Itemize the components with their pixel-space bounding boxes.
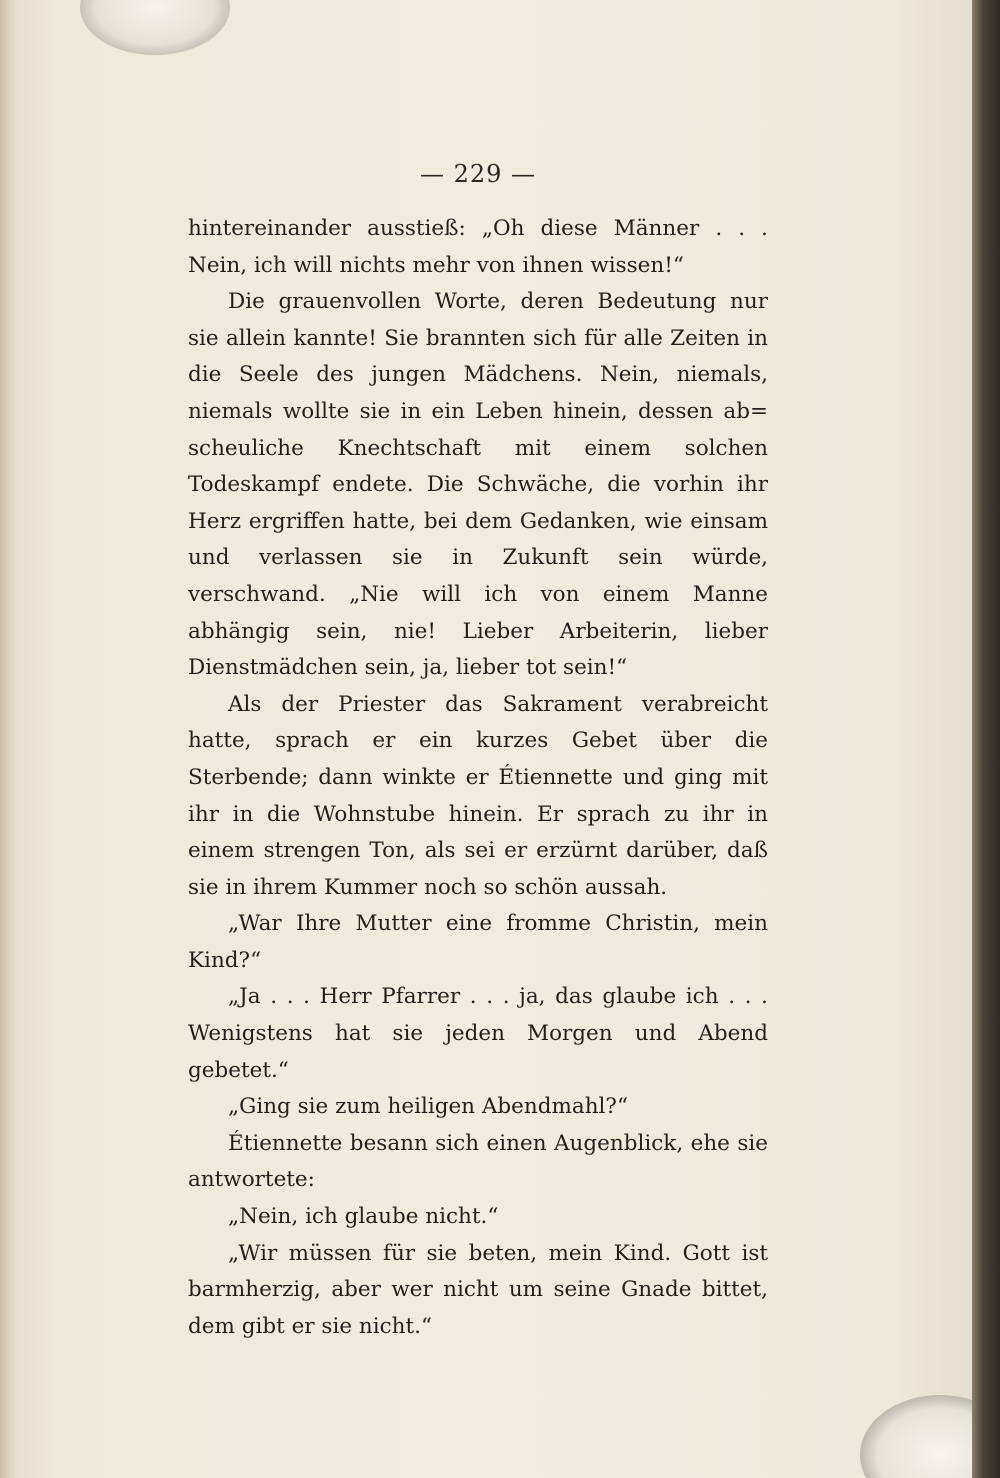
page-number-header: — 229 —: [419, 160, 537, 188]
body-text: [188, 211, 768, 1345]
paragraph-9: „Wir müssen für sie beten, mein Kind. Gott ist barmherzig, aber wer nicht um seine Gnade bittet, dem gibt er sie nicht.“: [188, 1240, 768, 1339]
paragraph-3: Als der Priester das Sakrament verabreicht hatte, sprach er ein kurzes Gebet über die Sterbende; dann winkte er Étiennette und ging mit ihr in die Wohnstube hinein. Er sprach zu ihr in einem strengen Ton, als sei er erzürnt darüber, daß sie in ihrem Kummer noch so schön aussah.: [188, 691, 768, 900]
paragraph-6: „Ging sie zum heiligen Abendmahl?“: [228, 1094, 628, 1120]
paragraph-7: Étiennette besann sich einen Augenblick, ehe sie antwortete:: [188, 1130, 768, 1193]
page-edge-shadow: [972, 0, 1000, 1478]
glass-weight-top-left: [80, 0, 230, 55]
paragraph-1: hintereinander ausstieß: „Oh diese Männer . . . Nein, ich will nichts mehr von ihnen wissen!“: [188, 216, 768, 278]
paragraph-5: „Ja . . . Herr Pfarrer . . . ja, das glaube ich . . . Wenigstens hat sie jeden Morgen und Abend gebetet.“: [188, 984, 768, 1083]
paragraph-2: Die grauenvollen Worte, deren Bedeutung nur sie allein kannte! Sie brannten sich für alle Zeiten in die Seele des jungen Mädchens. Nein, niemals, niemals wollte sie in ein Leben hinein, dessen ab= scheuliche Knechtschaft mit einem solchen Todeskampf endete. Die Schwäche, die vorhin ihr Herz ergriffen hatte, bei dem Gedanken, wie einsam und verlassen sie in Zukunft sein würde, verschwand. „Nie will ich von einem Manne abhängig sein, nie! Lieber Arbeiterin, lieber Dienstmädchen sein, ja, lieber tot sein!“: [188, 289, 768, 681]
page-gutter: [0, 0, 18, 1478]
paragraph-8: „Nein, ich glaube nicht.“: [228, 1204, 499, 1230]
paragraph-4: „War Ihre Mutter eine fromme Christin, mein Kind?“: [188, 911, 768, 973]
